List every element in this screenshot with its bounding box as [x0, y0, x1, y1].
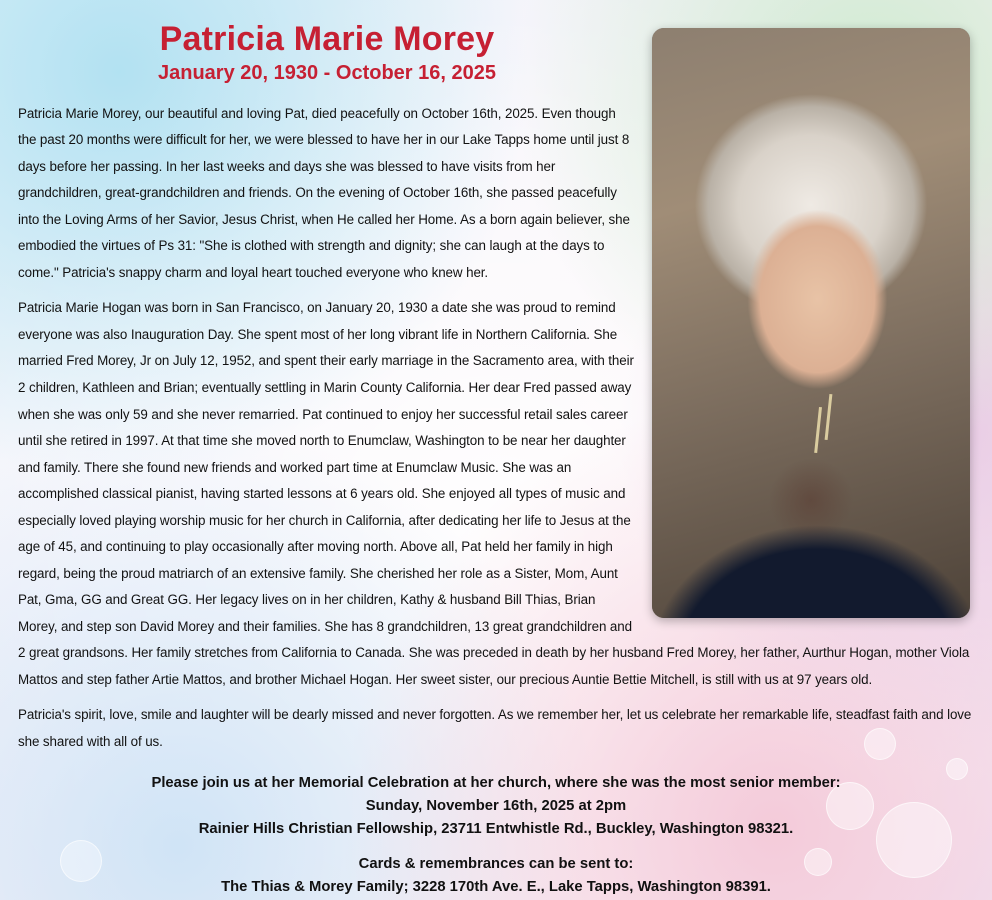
obituary-paragraph: Patricia Marie Morey, our beautiful and loving Pat, died peacefully on October 16th, 2025. Even though the past 20 months were difficult for her, we were blessed to have her in our Lake Tapps home until just 8 days before her passing. In her last weeks and days she was blessed to have visits from her grandchildren, great-grandchildren and friends. On the evening of October 16th, she passed peacefully into the Loving Arms of her Savior, Jesus Christ, when He called her Home. As a born again believer, she embodied the virtues of Ps 31: "She is clothed with strength and dignity; she can laugh at the days to come." Patricia's snappy charm and loyal heart touched everyone who knew her. — [18, 105, 630, 280]
service-details — [18, 764, 974, 899]
service-venue: Rainier Hills Christian Fellowship, 23711 Entwhistle Rd., Buckley, Washington 98321. — [198, 821, 794, 838]
deceased-name: Patricia Marie Morey — [159, 20, 495, 58]
portrait-photo — [652, 28, 970, 618]
obituary-paragraph: Patricia's spirit, love, smile and laughter will be dearly missed and never forgotten. As we remember her, let us celebrate her remarkable life, steadfast faith and love she shared with all of us. — [18, 707, 972, 749]
life-dates: January 20, 1930 - October 16, 2025 — [158, 61, 496, 84]
obituary-paragraph: Patricia Marie Hogan was born in San Francisco, on January 20, 1930 a date she was proud to remind everyone was also Inauguration Day. She spent most of her long vibrant life in Northern California. She married Fred Morey, Jr on July 12, 1952, and spent their early marriage in the Sacramento area, with their 2 children, Kathleen and Brian; eventually settling in Marin County California. Her dear Fred passed away when she was only 59 and she never remarried. Pat continued to enjoy her successful retail sales career until she retired in 1997. At that time she moved north to Enumclaw, Washington to be near her daughter and family. There she found new friends and worked part time at Enumclaw Music. She was an accomplished classical pianist, having started lessons at 6 years old. She enjoyed all types of music and especially loved playing worship music for her church in California, after dedicating her life to Jesus at the age of 45, and continuing to play occasionally after moving north. Above all, Pat held her family in high regard, being the proud matriarch of an extensive family. She cherished her role as a Sister, Mom, Aunt Pat, Gma, GG and Great GG. Her legacy lives on in her children, Kathy & husband Bill Thias, Brian Morey, and step son David Morey and their families. She has 8 grandchildren, 13 great grandchildren and 2 great grandsons. Her family stretches from California to Canada. She was preceded in death by her husband Fred Morey, her father, Aurthur Hogan, mother Viola Mattos and step father Artie Mattos, and brother Michael Hogan. Her sweet sister, our precious Auntie Bettie Mitchell, is still with us at 97 years old. — [18, 300, 970, 687]
remembrances-address: The Thias & Morey Family; 3228 170th Ave. E., Lake Tapps, Washington 98391. — [221, 879, 771, 896]
footer-spacer — [18, 841, 974, 853]
remembrances-heading: Cards & remembrances can be sent to: — [358, 856, 634, 873]
service-invitation: Please join us at her Memorial Celebration at her church, where she was the most senior member: — [151, 775, 841, 792]
service-datetime: Sunday, November 16th, 2025 at 2pm — [365, 798, 627, 815]
portrait-image — [652, 28, 970, 618]
